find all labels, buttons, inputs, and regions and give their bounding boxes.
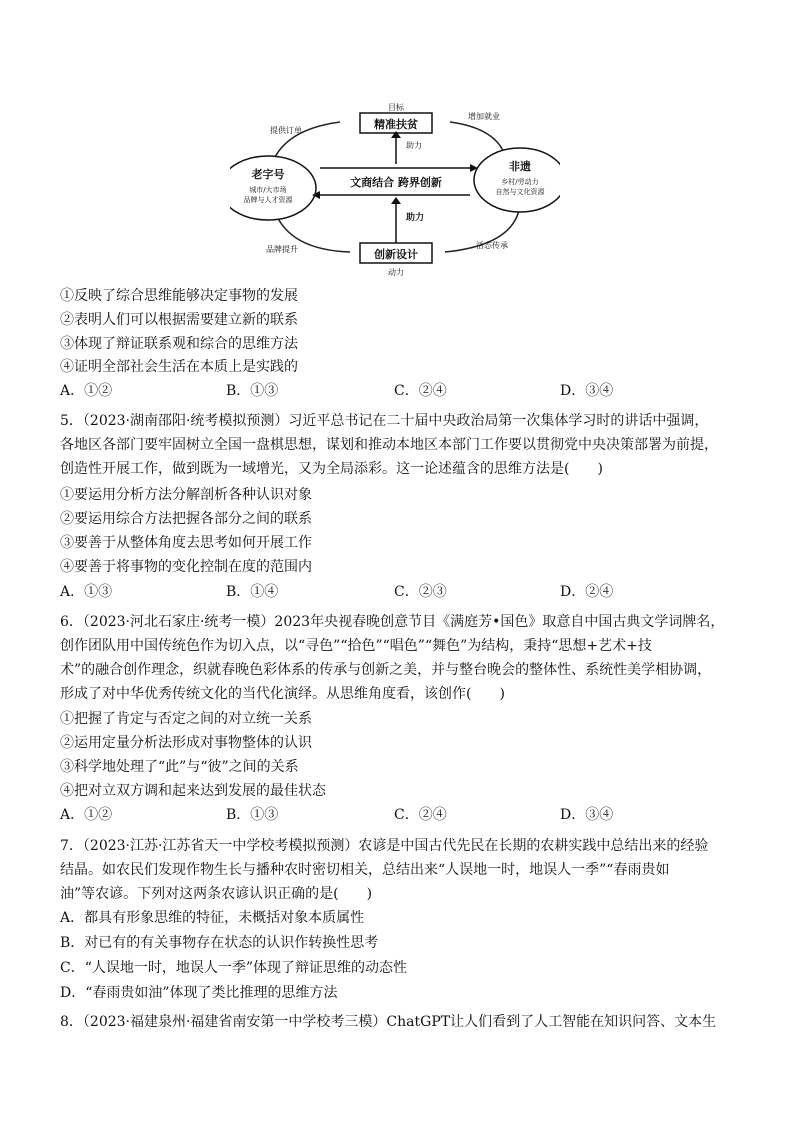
q7-stem-line1: 7．（2023·江苏·江苏省天一中学校考模拟预测）农谚是中国古代先民在长期的农耕实践中总结出来的经验	[60, 838, 709, 854]
q5-choice-c[interactable]: C．②③	[394, 584, 447, 600]
q4-option-1: ①反映了综合思维能够决定事物的发展	[60, 288, 298, 304]
left-ellipse-title: 老字号	[251, 168, 285, 181]
bottom-arrow-head	[391, 197, 401, 204]
q5-option-2: ②要运用综合方法把握各部分之间的联系	[60, 511, 312, 527]
right-bottom-label: 活态传承	[476, 241, 508, 250]
right-top-label: 增加就业	[468, 112, 500, 121]
q6-stem-line2: 创作团队用中国传统色作为切入点，以“寻色”“拾色”“唱色”“舞色”为结构，秉持“思想+艺术+技	[60, 638, 652, 654]
left-top-label: 提供订单	[270, 126, 302, 135]
q7-stem-line2: 结晶。如农民们发现作物生长与播种农时密切相关，总结出来“人误地一时，地误人一季”“春雨贵如	[60, 862, 670, 878]
left-bottom-label: 品牌提升	[266, 245, 298, 254]
q5-stem-line2: 各地区各部门要牢固树立全国一盘棋思想，谋划和推动本地区本部门工作要以贯彻党中央决策部署为前提，	[60, 437, 718, 453]
q5-choice-b[interactable]: B．①④	[226, 584, 279, 600]
q6-stem-line3: 术”的融合创作理念，织就春晚色彩体系的传承与创新之美，并与整台晚会的整体性、系统性美学相协调，	[60, 662, 712, 678]
left-ellipse-sub1: 城市/大市场	[249, 186, 287, 194]
q6-choice-b[interactable]: B．①③	[226, 807, 279, 823]
center-up-label: 助力	[406, 141, 422, 150]
bottom-label: 动力	[388, 268, 404, 277]
q5-choice-d[interactable]: D．②④	[560, 584, 614, 600]
loop-right-top	[450, 122, 505, 155]
q5-option-4: ④要善于将事物的变化控制在度的范围内	[60, 559, 312, 575]
q6-option-1: ①把握了肯定与否定之间的对立统一关系	[60, 711, 312, 727]
q6-option-2: ②运用定量分析法形成对事物整体的认识	[60, 735, 312, 751]
q5-option-1: ①要运用分析方法分解剖析各种认识对象	[60, 487, 312, 503]
left-ellipse-sub2: 品牌与人才资源	[243, 196, 293, 204]
concept-diagram	[230, 100, 560, 280]
bottom-box-text: 创新设计	[374, 248, 418, 261]
q7-option-a[interactable]: A．都具有形象思维的特征，未概括对象本质属性	[60, 910, 365, 926]
right-ellipse-sub2: 自然与文化资源	[495, 188, 545, 196]
q6-choice-a[interactable]: A．①②	[60, 807, 113, 823]
diagram-svg	[230, 100, 560, 280]
q5-choice-a[interactable]: A．①③	[60, 584, 113, 600]
center-down-label: 助力	[406, 213, 425, 223]
q4-choice-b[interactable]: B．①③	[226, 383, 279, 399]
q4-option-3: ③体现了辩证联系观和综合的思维方法	[60, 336, 298, 352]
top-box-text: 精准扶贫	[374, 118, 418, 131]
right-ellipse-sub1: 乡村/劳动力	[501, 178, 539, 186]
center-text: 文商结合 跨界创新	[350, 176, 442, 189]
right-ellipse-title: 非遗	[509, 160, 531, 173]
q6-option-4: ④把对立双方调和起来达到发展的最佳状态	[60, 783, 326, 799]
q6-choice-d[interactable]: D．③④	[560, 807, 614, 823]
q5-stem-line1: 5．（2023·湖南邵阳·统考模拟预测）习近平总书记在二十届中央政治局第一次集体学习时的讲话中强调，	[60, 413, 709, 429]
q4-choice-a[interactable]: A．①②	[60, 383, 113, 399]
q4-choice-c[interactable]: C．②④	[394, 383, 447, 399]
q4-option-2: ②表明人们可以根据需要建立新的联系	[60, 312, 298, 328]
q6-stem-line1: 6．（2023·河北石家庄·统考一模）2023年央视春晚创意节目《满庭芳•国色》取意自中国古典文学词牌名，	[60, 614, 725, 630]
q5-option-3: ③要善于从整体角度去思考如何开展工作	[60, 535, 312, 551]
top-label: 目标	[388, 103, 404, 112]
q5-stem-line3: 创造性开展工作，做到既为一域增光，又为全局添彩。这一论述蕴含的思维方法是( )	[60, 461, 603, 477]
q4-choice-d[interactable]: D．③④	[560, 383, 614, 399]
q7-option-b[interactable]: B．对已有的有关事物存在状态的认识作转换性思考	[60, 935, 379, 951]
q8-stem-line1: 8．（2023·福建泉州·福建省南安第一中学校考三模）ChatGPT让人们看到了人工智能在知识问答、文本生	[60, 1014, 717, 1030]
q6-option-3: ③科学地处理了“此”与“彼”之间的关系	[60, 759, 299, 775]
q7-option-d[interactable]: D．“春雨贵如油”体现了类比推理的思维方法	[60, 985, 338, 1001]
q6-stem-line4: 形成了对中华优秀传统文化的当代化演绎。从思维角度看，该创作( )	[60, 686, 505, 702]
q7-option-c[interactable]: C．“人误地一时，地误人一季”体现了辩证思维的动态性	[60, 960, 408, 976]
q7-stem-line3: 油”等农谚。下列对这两条农谚认识正确的是( )	[60, 886, 373, 902]
q4-option-4: ④证明全部社会生活在本质上是实践的	[60, 359, 298, 375]
q6-choice-c[interactable]: C．②④	[394, 807, 447, 823]
